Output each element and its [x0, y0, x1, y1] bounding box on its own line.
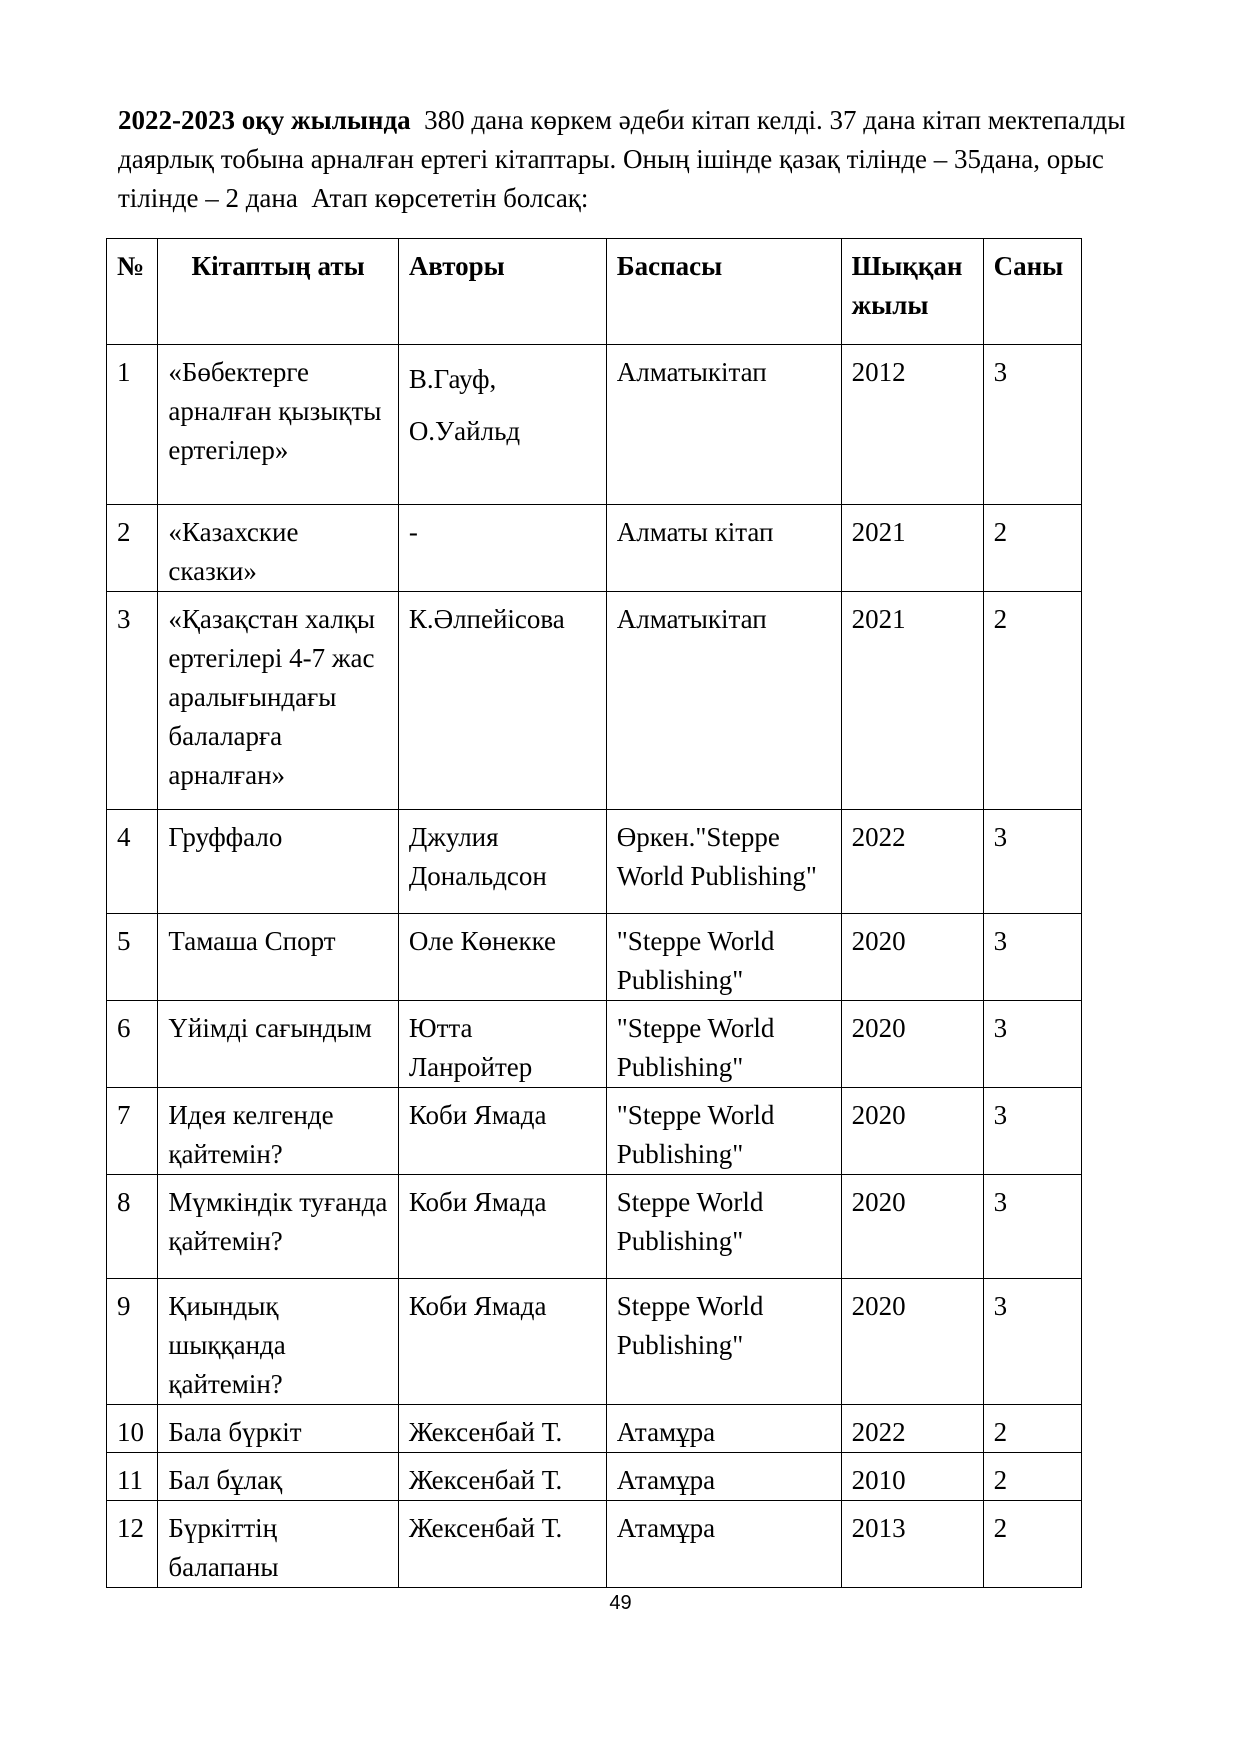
intro-paragraph: [118, 101, 1178, 218]
cell-number: 3: [107, 592, 158, 810]
cell-author: Коби Ямада: [398, 1088, 606, 1175]
cell-year: 2022: [841, 1405, 983, 1453]
cell-publisher: Атамұра: [606, 1405, 841, 1453]
cell-year: 2021: [841, 505, 983, 592]
cell-title: Груффало: [158, 810, 398, 914]
cell-number: 1: [107, 345, 158, 505]
table-row: [107, 1001, 1082, 1088]
cell-title: «Қазақстан халқы ертегілері 4-7 жас аралығындағы балаларға арналған»: [158, 592, 398, 810]
cell-count: 3: [983, 1175, 1081, 1279]
table-header-row: [107, 239, 1082, 345]
cell-year: 2020: [841, 1001, 983, 1088]
table-row: [107, 810, 1082, 914]
cell-publisher: Алматыкітап: [606, 592, 841, 810]
cell-year: 2010: [841, 1453, 983, 1501]
intro-year-heading: 2022-2023 оқу жылында: [118, 105, 411, 135]
cell-count: 2: [983, 505, 1081, 592]
cell-year: 2022: [841, 810, 983, 914]
intro-text: 380 дана көркем әдеби кітап келді. 37 дана кітап мектепалды даярлық тобына арналған ертегі кітаптары. Оның ішінде қазақ тілінде – 35дана, орыс тілінде – 2 дана Атап көрсететін болсақ:: [118, 105, 1133, 213]
cell-number: 6: [107, 1001, 158, 1088]
cell-count: 3: [983, 1001, 1081, 1088]
table-row: [107, 1453, 1082, 1501]
header-number: №: [107, 239, 158, 345]
header-author: Авторы: [398, 239, 606, 345]
cell-number: 12: [107, 1501, 158, 1588]
table-row: [107, 1501, 1082, 1588]
page-number: 49: [609, 1592, 632, 1614]
cell-publisher: Steppe World Publishing": [606, 1175, 841, 1279]
cell-year: 2013: [841, 1501, 983, 1588]
cell-number: 5: [107, 914, 158, 1001]
cell-number: 4: [107, 810, 158, 914]
cell-author: Оле Көнекке: [398, 914, 606, 1001]
header-publisher: Баспасы: [606, 239, 841, 345]
cell-publisher: Алматы кітап: [606, 505, 841, 592]
cell-count: 2: [983, 592, 1081, 810]
cell-publisher: Атамұра: [606, 1501, 841, 1588]
cell-publisher: Алматыкітап: [606, 345, 841, 505]
cell-title: Қиындық шыққанда қайтемін?: [158, 1279, 398, 1405]
cell-year: 2012: [841, 345, 983, 505]
cell-title: Бала бүркіт: [158, 1405, 398, 1453]
cell-number: 7: [107, 1088, 158, 1175]
cell-author: Жексенбай Т.: [398, 1453, 606, 1501]
cell-title: Бал бұлақ: [158, 1453, 398, 1501]
cell-publisher: Steppe World Publishing": [606, 1279, 841, 1405]
cell-count: 3: [983, 1279, 1081, 1405]
table-row: [107, 1088, 1082, 1175]
table-row: [107, 1405, 1082, 1453]
cell-publisher: "Steppe World Publishing": [606, 1001, 841, 1088]
cell-publisher: "Steppe World Publishing": [606, 914, 841, 1001]
cell-year: 2020: [841, 1279, 983, 1405]
cell-title: «Бөбектерге арналған қызықты ертегілер»: [158, 345, 398, 505]
cell-count: 3: [983, 1088, 1081, 1175]
cell-author: Жексенбай Т.: [398, 1405, 606, 1453]
header-year: Шыққан жылы: [841, 239, 983, 345]
table-row: [107, 592, 1082, 810]
table-row: [107, 345, 1082, 505]
cell-number: 8: [107, 1175, 158, 1279]
cell-author: Джулия Дональдсон: [398, 810, 606, 914]
cell-year: 2020: [841, 1175, 983, 1279]
cell-title: «Казахские сказки»: [158, 505, 398, 592]
cell-title: Үйімді сағындым: [158, 1001, 398, 1088]
cell-title: Тамаша Спорт: [158, 914, 398, 1001]
table-row: [107, 1279, 1082, 1405]
cell-count: 3: [983, 810, 1081, 914]
cell-title: Идея келгенде қайтемін?: [158, 1088, 398, 1175]
cell-author: -: [398, 505, 606, 592]
cell-number: 11: [107, 1453, 158, 1501]
table-row: [107, 505, 1082, 592]
cell-count: 2: [983, 1405, 1081, 1453]
cell-author: Коби Ямада: [398, 1175, 606, 1279]
cell-title: Мүмкіндік туғанда қайтемін?: [158, 1175, 398, 1279]
cell-year: 2020: [841, 1088, 983, 1175]
cell-year: 2021: [841, 592, 983, 810]
cell-author: В.Гауф, О.Уайльд: [398, 345, 606, 505]
cell-count: 2: [983, 1453, 1081, 1501]
table-row: [107, 1175, 1082, 1279]
cell-title: Бүркіттің балапаны: [158, 1501, 398, 1588]
cell-author: К.Әлпейісова: [398, 592, 606, 810]
cell-publisher: Атамұра: [606, 1453, 841, 1501]
table-row: [107, 914, 1082, 1001]
cell-author: Коби Ямада: [398, 1279, 606, 1405]
cell-number: 10: [107, 1405, 158, 1453]
cell-count: 2: [983, 1501, 1081, 1588]
header-count: Саны: [983, 239, 1081, 345]
cell-number: 2: [107, 505, 158, 592]
cell-count: 3: [983, 914, 1081, 1001]
cell-year: 2020: [841, 914, 983, 1001]
cell-author: Жексенбай Т.: [398, 1501, 606, 1588]
cell-count: 3: [983, 345, 1081, 505]
cell-author: Ютта Ланройтер: [398, 1001, 606, 1088]
cell-number: 9: [107, 1279, 158, 1405]
books-table: [106, 238, 1082, 1588]
header-title: Кітаптың аты: [158, 239, 398, 345]
cell-publisher: Өркен."Steppe World Publishing": [606, 810, 841, 914]
cell-publisher: "Steppe World Publishing": [606, 1088, 841, 1175]
